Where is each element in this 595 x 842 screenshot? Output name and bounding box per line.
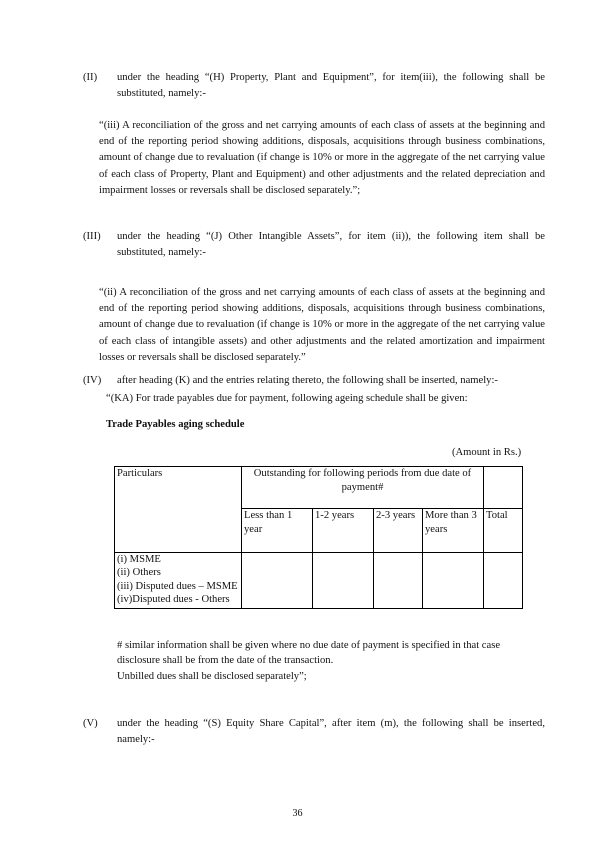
column-header: 2-3 years [374, 509, 423, 553]
header-particulars: Particulars [115, 467, 242, 553]
table-cell [313, 553, 374, 609]
item-number: (III) [83, 231, 101, 242]
item-intro: under the heading “(S) Equity Share Capital”, after item (m), the following shall be inserted, namely:- [117, 718, 545, 746]
row-label: (iii) Disputed dues – MSME [117, 580, 238, 592]
header-outstanding: Outstanding for following periods from due date of payment# [242, 467, 484, 509]
column-header: More than 3 years [423, 509, 484, 553]
row-label: (ii) Others [117, 567, 161, 579]
table-cell [242, 553, 313, 609]
page-number: 36 [292, 808, 303, 819]
row-labels-cell [115, 553, 242, 609]
footnote: # similar information shall be given where no due date of payment is specified in that case disclosure shall be from the date of the transaction. [117, 640, 501, 667]
schedule-title: Trade Payables aging schedule [106, 419, 245, 430]
item-quote: “(ii) A reconciliation of the gross and net carrying amounts of each class of assets at the beginning and end of the reporting period showing additions, disposals, acquisitions through business combinations, amount of change due to revaluation (if change is 10% or more in the aggregate of the net carrying value of each class of intangible assets) and other adjustments and the related amortization and impairment losses or reversals shall be disclosed separately.” [99, 287, 545, 363]
table-cell [484, 553, 523, 609]
table-cell [423, 553, 484, 609]
item-intro: under the heading “(H) Property, Plant and Equipment”, for item(iii), the following shall be substituted, namely:- [117, 72, 545, 100]
item-number: (IV) [83, 375, 102, 386]
item-quote: “(iii) A reconciliation of the gross and net carrying amounts of each class of assets at the beginning and end of the reporting period showing additions, disposals, acquisitions through business combinations, amount of change due to revaluation (if change is 10% or more in the aggregate of the net carrying value of each class of Property, Plant and Equipment) and other adjustments and the related depreciation and impairment losses or reversals shall be disclosed separately.”; [99, 120, 545, 196]
item-number: (V) [83, 718, 98, 729]
trade-payables-aging-table [114, 466, 523, 609]
item-intro: under the heading “(J) Other Intangible Assets”, for item (ii)), the following item shall be substituted, namely:- [117, 231, 545, 259]
column-header: Less than 1 year [242, 509, 313, 553]
header-blank [484, 467, 523, 509]
item-number: (II) [83, 72, 98, 83]
unbilled-note: Unbilled dues shall be disclosed separately”; [117, 671, 307, 682]
amount-note: (Amount in Rs.) [452, 447, 522, 458]
item-intro: after heading (K) and the entries relating thereto, the following shall be inserted, namely:- [117, 375, 498, 386]
row-label: (i) MSME [117, 554, 161, 565]
item-quote: “(KA) For trade payables due for payment, following ageing schedule shall be given: [106, 393, 468, 404]
table-cell [374, 553, 423, 609]
row-label: (iv)Disputed dues - Others [117, 594, 230, 606]
column-header: 1-2 years [313, 509, 374, 553]
column-header: Total [484, 509, 523, 553]
